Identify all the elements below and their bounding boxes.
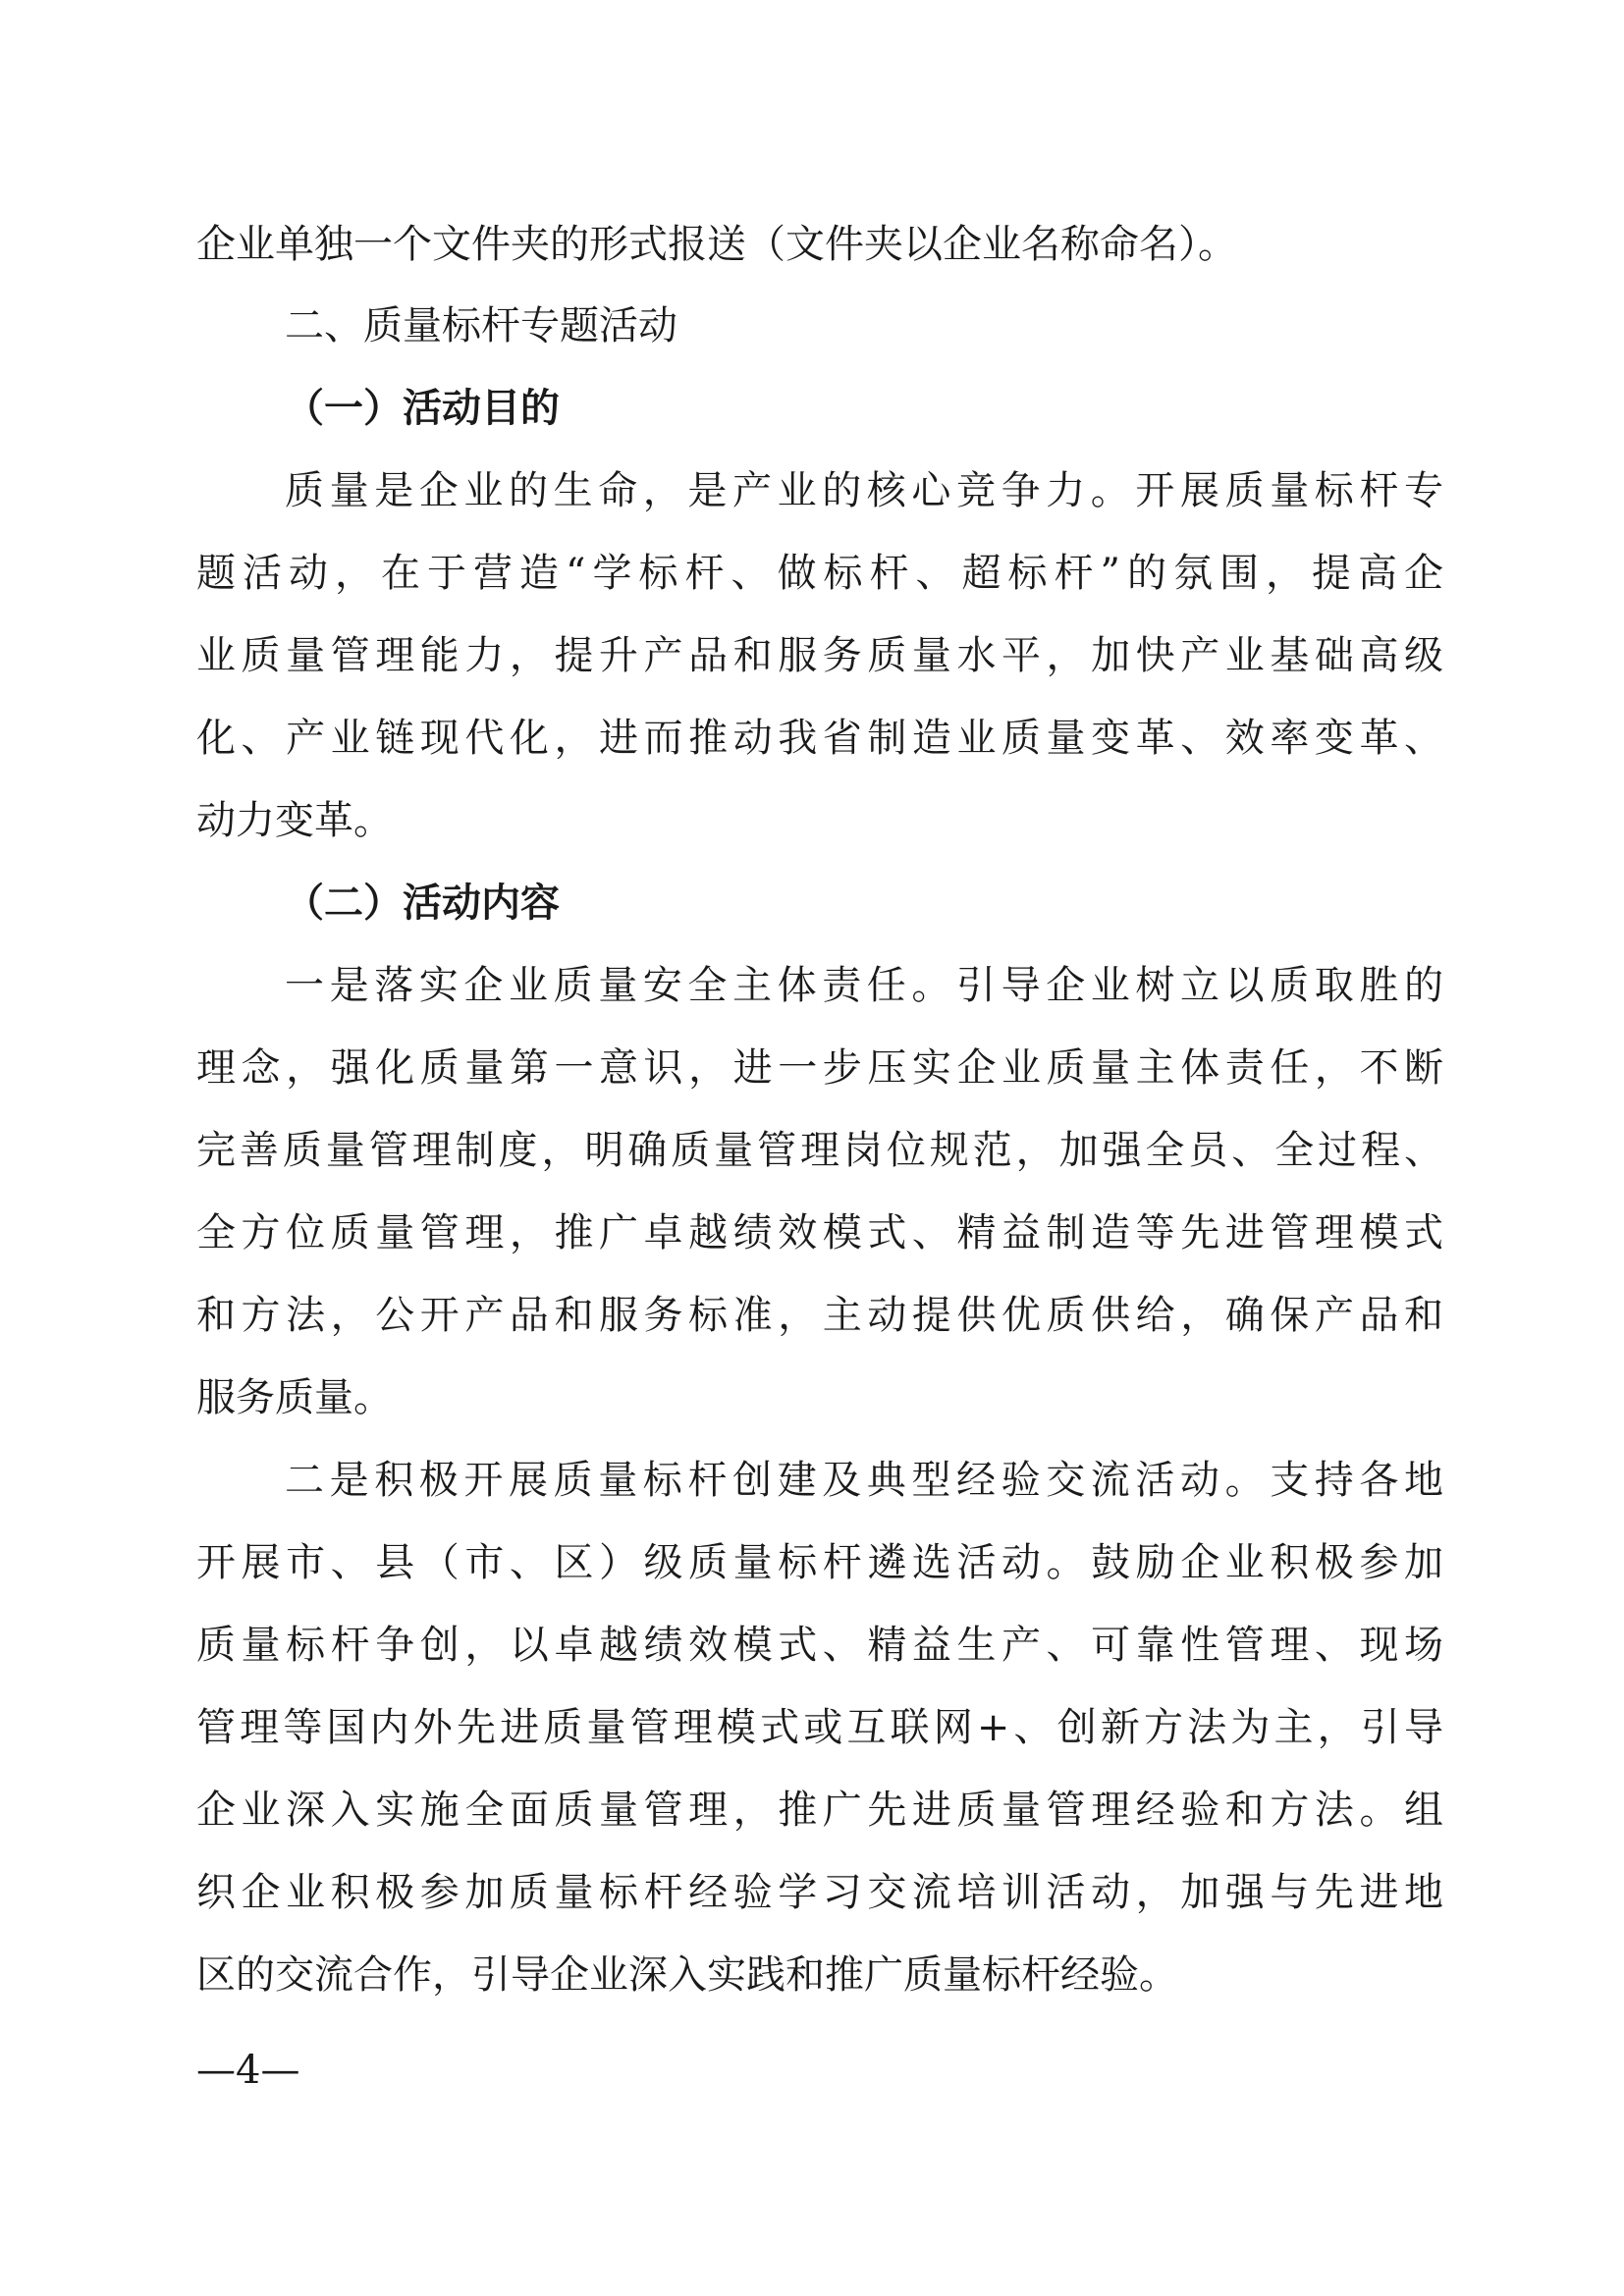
body-text-line: 和方法，公开产品和服务标准，主动提供优质供给，确保产品和 (196, 1293, 1443, 1338)
body-text-line: 一是落实企业质量安全主体责任。引导企业树立以质取胜的 (285, 963, 1443, 1008)
body-text-line: 服务质量。 (196, 1375, 393, 1420)
body-text-line: 质量标杆争创，以卓越绩效模式、精益生产、可靠性管理、现场 (196, 1623, 1443, 1668)
section-heading: 二、质量标杆专题活动 (285, 303, 677, 348)
body-text-line: 理念，强化质量第一意识，进一步压实企业质量主体责任，不断 (196, 1045, 1443, 1091)
body-text-line: 管理等国内外先进质量管理模式或互联网+、创新方法为主，引导 (196, 1705, 1443, 1750)
body-text-line: 动力变革。 (196, 798, 393, 843)
body-text-line: 企业深入实施全面质量管理，推广先进质量管理经验和方法。组 (196, 1788, 1443, 1833)
body-text-line: 企业单独一个文件夹的形式报送（文件夹以企业名称命名）。 (196, 222, 1237, 267)
body-text-line: 题活动，在于营造“学标杆、做标杆、超标杆”的氛围，提高企 (196, 551, 1443, 596)
body-text-line: 二是积极开展质量标杆创建及典型经验交流活动。支持各地 (285, 1458, 1443, 1503)
subsection-heading: （一）活动目的 (285, 385, 560, 431)
body-text-line: 质量是企业的生命，是产业的核心竞争力。开展质量标杆专 (285, 468, 1443, 513)
body-text-line: 全方位质量管理，推广卓越绩效模式、精益制造等先进管理模式 (196, 1210, 1443, 1255)
subsection-heading: （二）活动内容 (285, 880, 560, 926)
body-text-line: 业质量管理能力，提升产品和服务质量水平，加快产业基础高级 (196, 633, 1443, 678)
body-text-line: 区的交流合作，引导企业深入实践和推广质量标杆经验。 (196, 1952, 1178, 1998)
body-text-line: 完善质量管理制度，明确质量管理岗位规范，加强全员、全过程、 (196, 1128, 1443, 1173)
body-text-line: 织企业积极参加质量标杆经验学习交流培训活动，加强与先进地 (196, 1870, 1443, 1915)
body-text-line: 化、产业链现代化，进而推动我省制造业质量变革、效率变革、 (196, 716, 1443, 761)
body-text-line: 开展市、县（市、区）级质量标杆遴选活动。鼓励企业积极参加 (196, 1540, 1443, 1585)
page-number: —4— (196, 2048, 300, 2093)
